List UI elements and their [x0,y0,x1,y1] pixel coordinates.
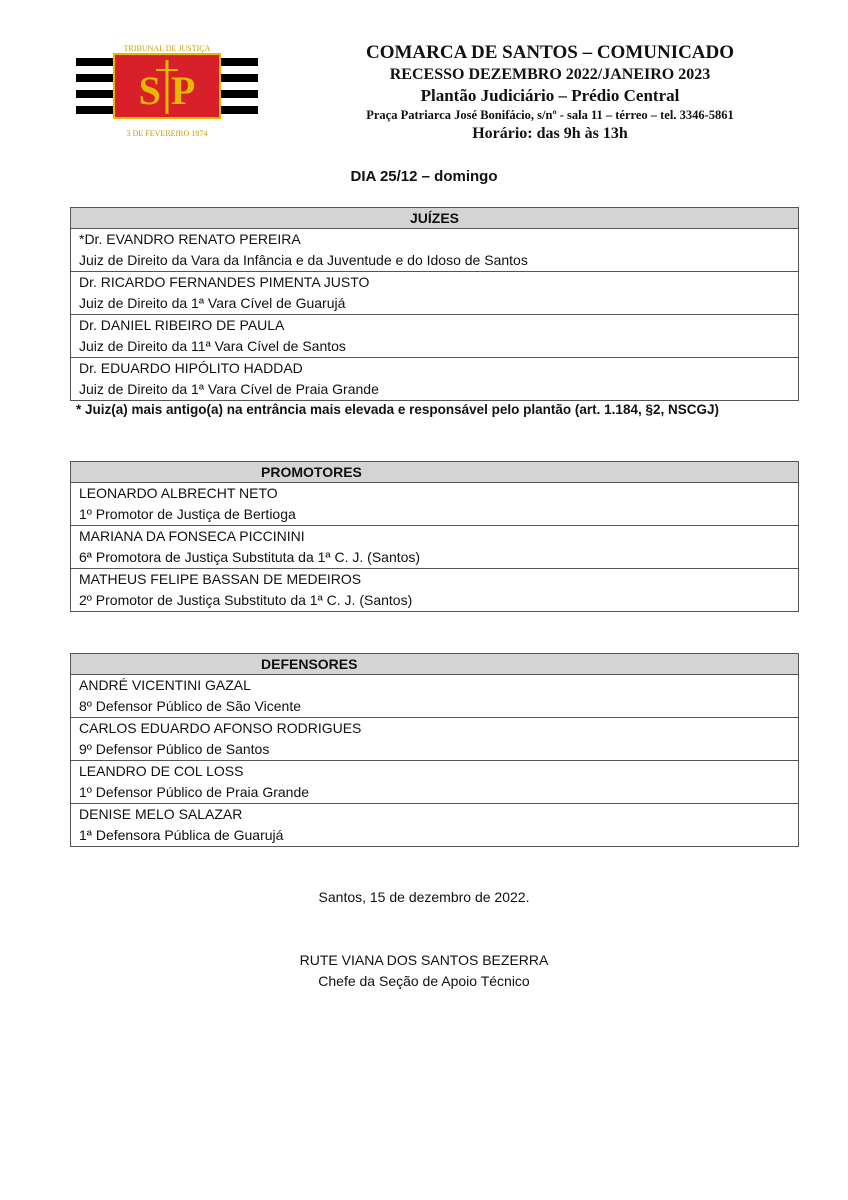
table-row [71,314,798,357]
header-title: COMARCA DE SANTOS – COMUNICADO [365,42,735,63]
judge-role: Juiz de Direito da 1ª Vara Cível de Praia Grande [79,381,379,397]
defender-role: 8º Defensor Público de São Vicente [79,698,301,714]
table-row [71,568,798,611]
judges-heading: JUÍZES [71,208,798,229]
judges-table [70,207,799,401]
table-row [71,483,798,525]
table-row [71,271,798,314]
prosecutors-table [70,461,799,612]
svg-text:S P: S P [138,68,196,113]
table-row [71,357,798,400]
defender-name: CARLOS EDUARDO AFONSO RODRIGUES [79,720,362,736]
signer-name: RUTE VIANA DOS SANTOS BEZERRA [299,952,549,968]
table-row [71,229,798,271]
footer-date: Santos, 15 de dezembro de 2022. [318,889,530,905]
judge-role: Juiz de Direito da Vara da Infância e da Juventude e do Idoso de Santos [79,252,528,268]
judge-name: *Dr. EVANDRO RENATO PEREIRA [79,231,301,247]
judges-note: * Juiz(a) mais antigo(a) na entrância mais elevada e responsável pelo plantão (art. 1.184, §2, NSCGJ) [76,402,719,417]
defender-role: 1º Defensor Público de Praia Grande [79,784,310,800]
day-title: DIA 25/12 – domingo [350,168,498,185]
header-address: Praça Patriarca José Bonifácio, s/nº - sala 11 – térreo – tel. 3346-5861 [366,108,734,122]
defender-role: 1ª Defensora Pública de Guarujá [79,827,284,843]
defenders-heading: DEFENSORES [71,654,798,675]
signer-title: Chefe da Seção de Apoio Técnico [318,973,530,989]
table-row [71,803,798,846]
judge-name: Dr. RICARDO FERNANDES PIMENTA JUSTO [79,274,370,290]
tribunal-logo [76,40,258,140]
defender-name: DENISE MELO SALAZAR [79,806,243,822]
svg-text:TRIBUNAL DE JUSTIÇA: TRIBUNAL DE JUSTIÇA [123,44,211,53]
defenders-table [70,653,799,847]
prosecutors-heading: PROMOTORES [71,462,798,483]
table-row [71,675,798,717]
table-row [71,717,798,760]
header-line3: Plantão Judiciário – Prédio Central [420,86,680,105]
svg-text:3 DE FEVEREIRO 1874: 3 DE FEVEREIRO 1874 [126,129,208,138]
table-row [71,525,798,568]
judge-role: Juiz de Direito da 1ª Vara Cível de Guarujá [79,295,346,311]
header-subtitle: RECESSO DEZEMBRO 2022/JANEIRO 2023 [389,66,711,83]
defender-role: 9º Defensor Público de Santos [79,741,270,757]
prosecutor-name: LEONARDO ALBRECHT NETO [79,485,278,501]
prosecutor-role: 6ª Promotora de Justiça Substituta da 1ª C. J. (Santos) [79,549,421,565]
prosecutor-role: 2º Promotor de Justiça Substituto da 1ª C. J. (Santos) [79,592,413,608]
prosecutor-role: 1º Promotor de Justiça de Bertioga [79,506,296,522]
defender-name: LEANDRO DE COL LOSS [79,763,244,779]
judge-role: Juiz de Direito da 11ª Vara Cível de Santos [79,338,346,354]
prosecutor-name: MATHEUS FELIPE BASSAN DE MEDEIROS [79,571,362,587]
prosecutor-name: MARIANA DA FONSECA PICCININI [79,528,305,544]
judge-name: Dr. EDUARDO HIPÓLITO HADDAD [79,360,303,376]
judge-name: Dr. DANIEL RIBEIRO DE PAULA [79,317,285,333]
table-row [71,760,798,803]
defender-name: ANDRÉ VICENTINI GAZAL [79,677,251,693]
document-header [270,42,830,144]
header-hours: Horário: das 9h às 13h [472,125,628,142]
